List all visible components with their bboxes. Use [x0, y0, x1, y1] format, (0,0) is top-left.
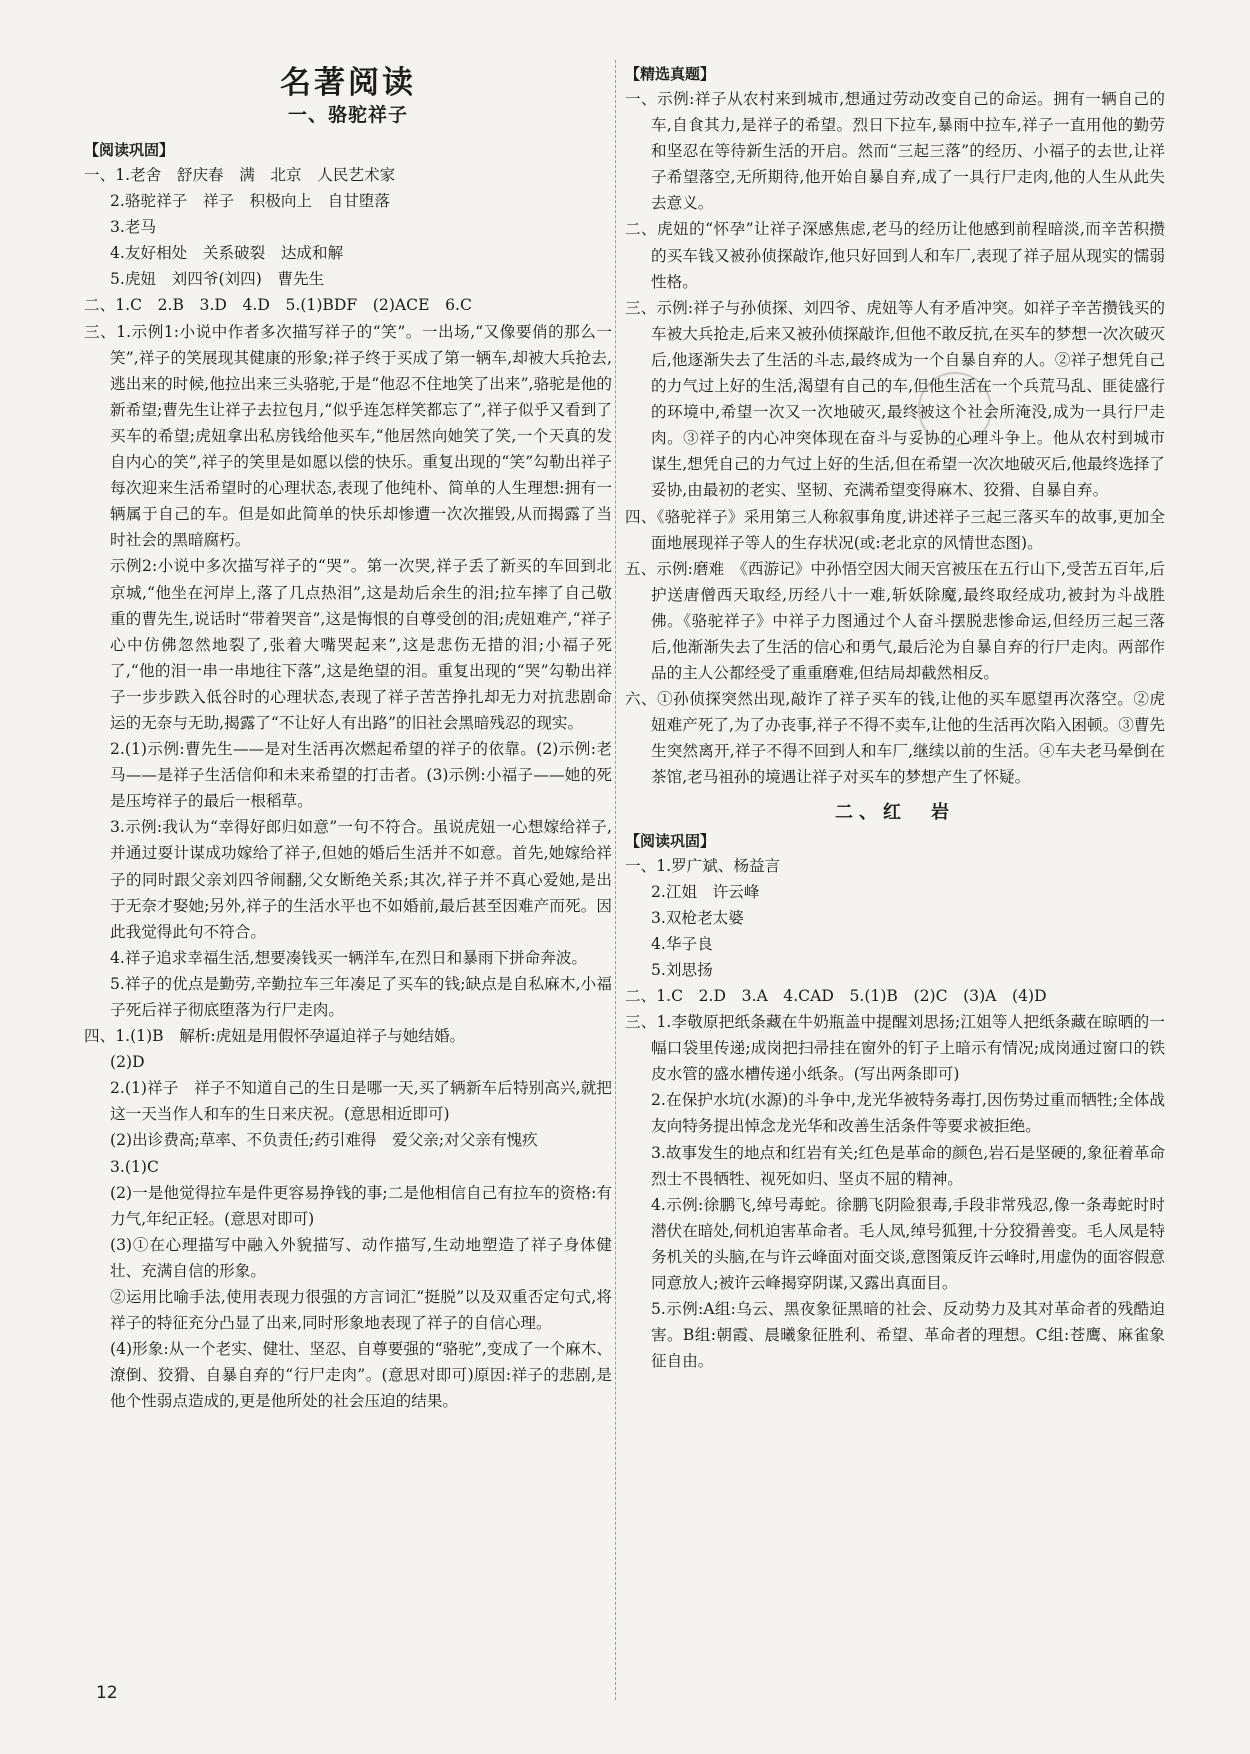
- answer-paragraph: (2)D: [110, 1053, 145, 1072]
- answer-paragraph: 3.示例:我认为“幸得好郎归如意”一句不符合。虽说虎妞一心想嫁给祥子,并通过耍计谋成功嫁给了祥子,但她的婚后生活并不如意。首先,她嫁给祥子的同时跟父亲刘四爷闹翻,父女断绝关系;其次,祥子并不真心爱她,是出于无奈才娶她;另外,祥子的生活水平也不如婚前,最后甚至因难产而死。因此我觉得此句不符合。: [110, 818, 612, 941]
- answer-paragraph: 4.示例:徐鹏飞,绰号毒蛇。徐鹏飞阴险狠毒,手段非常残忍,像一条毒蛇时时潜伏在暗处,伺机迫害革命者。毛人凤,绰号狐狸,十分狡猾善变。毛人凤是特务机关的头脑,在与许云峰面对面交谈,意图策反许云峰时,用虚伪的面容假意同意放人;被许云峰揭穿阴谋,又露出真面目。: [651, 1195, 1165, 1293]
- page-number: 12: [96, 1683, 118, 1703]
- answer-paragraph: 六、①孙侦探突然出现,敲诈了祥子买车的钱,让他的买车愿望再次落空。②虎妞难产死了,为了办丧事,祥子不得不卖车,让他的生活再次陷入困顿。③曹先生突然离开,祥子不得不回到人和车厂,继续以前的生活。④车夫老马晕倒在茶馆,老马祖孙的境遇让祥子对买车的梦想产生了怀疑。: [625, 690, 1165, 787]
- right-column-body: [625, 62, 1165, 1374]
- answer-paragraph: 五、示例:磨难 《西游记》中孙悟空因大闹天宫被压在五行山下,受苦五百年,后护送唐僧西天取经,历经八十一难,斩妖除魔,最终取经成功,被封为斗战胜佛。《骆驼祥子》中祥子力图通过个人奋斗摆脱悲惨命运,但经历三起三落后,他渐渐失去了生活的信心和勇气,最后沦为自暴自弃的行尸走肉。两部作品的主人公都经受了重重磨难,但结局却截然相反。: [625, 559, 1165, 683]
- answer-paragraph: (2)一是他觉得拉车是件更容易挣钱的事;二是他相信自己有拉车的资格:有力气,年纪正轻。(意思对即可): [110, 1183, 612, 1228]
- answer-paragraph: 3.双枪老太婆: [651, 908, 744, 927]
- answer-paragraph: 示例2:小说中多次描写祥子的“哭”。第一次哭,祥子丢了新买的车回到北京城,“他坐在河岸上,落了几点热泪”,这是劫后余生的泪;拉车摔了自己敬重的曹先生,说话时“带着哭音”,这是悔恨的自尊受创的泪;虎妞难产,“祥子心中仿佛忽然地裂了,张着大嘴哭起来”,这是悲伤无措的泪;小福子死了,“他的泪一串一串地往下落”,这是绝望的泪。重复出现的“哭”勾勒出祥子一步步跌入低谷时的心理状态,表现了祥子苦苦挣扎却无力对抗悲剧命运的无奈与无助,揭露了“不让好人有出路”的旧社会黑暗残忍的现实。: [110, 557, 612, 732]
- answer-paragraph: 四、《骆驼祥子》采用第三人称叙事角度,讲述祥子三起三落买车的故事,更加全面地展现祥子等人的生存状况(或:老北京的风情世态图)。: [625, 507, 1165, 552]
- answer-paragraph: 二、1.C 2.B 3.D 4.D 5.(1)BDF (2)ACE 6.C: [84, 296, 472, 315]
- answer-paragraph: 二、1.C 2.D 3.A 4.CAD 5.(1)B (2)C (3)A (4)D: [625, 987, 1047, 1005]
- answer-paragraph: 一、1.罗广斌、杨益言: [625, 856, 781, 875]
- answer-paragraph: 5.示例:A组:乌云、黑夜象征黑暗的社会、反动势力及其对革命者的残酷迫害。B组:朝霞、晨曦象征胜利、希望、革命者的理想。C组:苍鹰、麻雀象征自由。: [651, 1300, 1165, 1371]
- answer-paragraph: (3)①在心理描写中融入外貌描写、动作描写,生动地塑造了祥子身体健壮、充满自信的形象。: [110, 1235, 612, 1280]
- answer-paragraph: 4.友好相处 关系破裂 达成和解: [110, 244, 344, 263]
- section-label: 【阅读巩固】: [625, 831, 716, 850]
- left-column-body: [84, 138, 612, 1415]
- answer-paragraph: 三、示例:祥子与孙侦探、刘四爷、虎妞等人有矛盾冲突。如祥子辛苦攒钱买的车被大兵抢走,后来又被孙侦探敲诈,但他不敢反抗,在买车的梦想一次次破灭后,他逐渐失去了生活的斗志,最终成为一个自暴自弃的人。②祥子想凭自己的力气过上好的生活,渴望有自己的车,但他生活在一个兵荒马乱、匪徒盛行的环境中,希望一次又一次地破灭,最终被这个社会所淹没,成为一具行尸走肉。③祥子的内心冲突体现在奋斗与妥协的心理斗争上。他从农村到城市谋生,想凭自己的力气过上好的生活,但在希望一次次地破灭后,他最终选择了妥协,由最初的老实、坚韧、充满希望变得麻木、狡猾、自暴自弃。: [625, 298, 1165, 500]
- right-column: [625, 62, 1165, 1374]
- answer-paragraph: 5.祥子的优点是勤劳,辛勤拉车三年凑足了买车的钱;缺点是自私麻木,小福子死后祥子彻底堕落为行尸走肉。: [110, 974, 612, 1019]
- answer-paragraph: 3.老马: [110, 218, 157, 237]
- answer-paragraph: 2.(1)示例:曹先生——是对生活再次燃起希望的祥子的依靠。(2)示例:老马——是祥子生活信仰和未来希望的打击者。(3)示例:小福子——她的死是压垮祥子的最后一根稻草。: [110, 740, 612, 811]
- answer-paragraph: 二、虎妞的“怀孕”让祥子深感焦虑,老马的经历让他感到前程暗淡,而辛苦积攒的买车钱又被孙侦探敲诈,他只好回到人和车厂,表现了祥子屈从现实的懦弱性格。: [625, 220, 1165, 291]
- answer-paragraph: 四、1.(1)B 解析:虎妞是用假怀孕逼迫祥子与她结婚。: [84, 1027, 466, 1046]
- column-divider: [615, 60, 616, 1700]
- answer-paragraph: 2.骆驼祥子 祥子 积极向上 自甘堕落: [110, 192, 390, 211]
- answer-paragraph: 5.刘思扬: [651, 960, 713, 979]
- section-label: 【精选真题】: [625, 65, 716, 83]
- answer-paragraph: ②运用比喻手法,使用表现力很强的方言词汇“挺脱”以及双重否定句式,将祥子的特征充分凸显了出来,同时形象地表现了祥子的自信心理。: [110, 1288, 612, 1333]
- answer-paragraph: 三、1.示例1:小说中作者多次描写祥子的“笑”。一出场,“又像要俏的那么一笑”,祥子的笑展现其健康的形象;祥子终于买成了第一辆车,却被大兵抢去,逃出来的时候,他拉出来三头骆驼,于是“他忍不住地笑了出来”,骆驼是他的新希望;曹先生让祥子去拉包月,“似乎连怎样笑都忘了”,祥子似乎又看到了买车的希望;虎妞拿出私房钱给他买车,“他居然向她笑了笑,一个天真的发自内心的笑”,祥子的笑里是如愿以偿的快乐。重复出现的“笑”勾勒出祥子每次迎来生活希望时的心理状态,表现了他纯朴、简单的人生理想:拥有一辆属于自己的车。但是如此简单的快乐却惨遭一次次摧毁,从而揭露了当时社会的黑暗腐朽。: [84, 322, 612, 550]
- answer-paragraph: 一、1.老舍 舒庆春 满 北京 人民艺术家: [84, 166, 396, 184]
- answer-paragraph: 一、示例:祥子从农村来到城市,想通过劳动改变自己的命运。拥有一辆自己的车,自食其力,是祥子的希望。烈日下拉车,暴雨中拉车,祥子一直用他的勤劳和坚忍在等待新生活的开启。然而“三起三落”的经历、小福子的去世,让祥子希望落空,无所期待,他开始自暴自弃,成了一具行尸走肉,他的人生从此失去意义。: [625, 90, 1165, 213]
- answer-paragraph: 4.祥子追求幸福生活,想要凑钱买一辆洋车,在烈日和暴雨下拼命奔波。: [110, 948, 588, 967]
- page-title: 名著阅读: [280, 65, 416, 101]
- answer-paragraph: 2.江姐 许云峰: [651, 882, 760, 901]
- answer-paragraph: 5.虎妞 刘四爷(刘四) 曹先生: [110, 270, 325, 289]
- answer-paragraph: 4.华子良: [651, 934, 713, 953]
- section-heading: 二、红 岩: [835, 801, 955, 823]
- page-subtitle: 一、骆驼祥子: [287, 104, 408, 126]
- answer-paragraph: (2)出诊费高;草率、不负责任;药引难得 爱父亲;对父亲有愧疚: [110, 1131, 538, 1150]
- answer-paragraph: 3.故事发生的地点和红岩有关;红色是革命的颜色,岩石是坚硬的,象征着革命烈士不畏牺牲、视死如归、坚贞不屈的精神。: [651, 1143, 1165, 1188]
- left-column: [84, 62, 612, 1415]
- answer-paragraph: (4)形象:从一个老实、健壮、坚忍、自尊要强的“骆驼”,变成了一个麻木、潦倒、狡猾、自暴自弃的“行尸走肉”。(意思对即可)原因:祥子的悲剧,是他个性弱点造成的,更是他所处的社会压迫的结果。: [110, 1340, 612, 1411]
- answer-paragraph: 3.(1)C: [110, 1157, 159, 1176]
- answer-paragraph: 2.(1)祥子 祥子不知道自己的生日是哪一天,买了辆新车后特别高兴,就把这一天当作人和车的生日来庆祝。(意思相近即可): [110, 1079, 612, 1124]
- section-label: 【阅读巩固】: [84, 141, 175, 159]
- answer-paragraph: 三、1.李敬原把纸条藏在牛奶瓶盖中提醒刘思扬;江姐等人把纸条藏在晾晒的一幅口袋里传递;成岗把扫帚挂在窗外的钉子上暗示有情况;成岗通过窗口的铁皮水管的盛水槽传递小纸条。(写出两条即可): [625, 1013, 1165, 1084]
- answer-paragraph: 2.在保护水坑(水源)的斗争中,龙光华被特务毒打,因伤势过重而牺牲;全体战友向特务提出悼念龙光华和改善生活条件等要求被拒绝。: [651, 1091, 1165, 1136]
